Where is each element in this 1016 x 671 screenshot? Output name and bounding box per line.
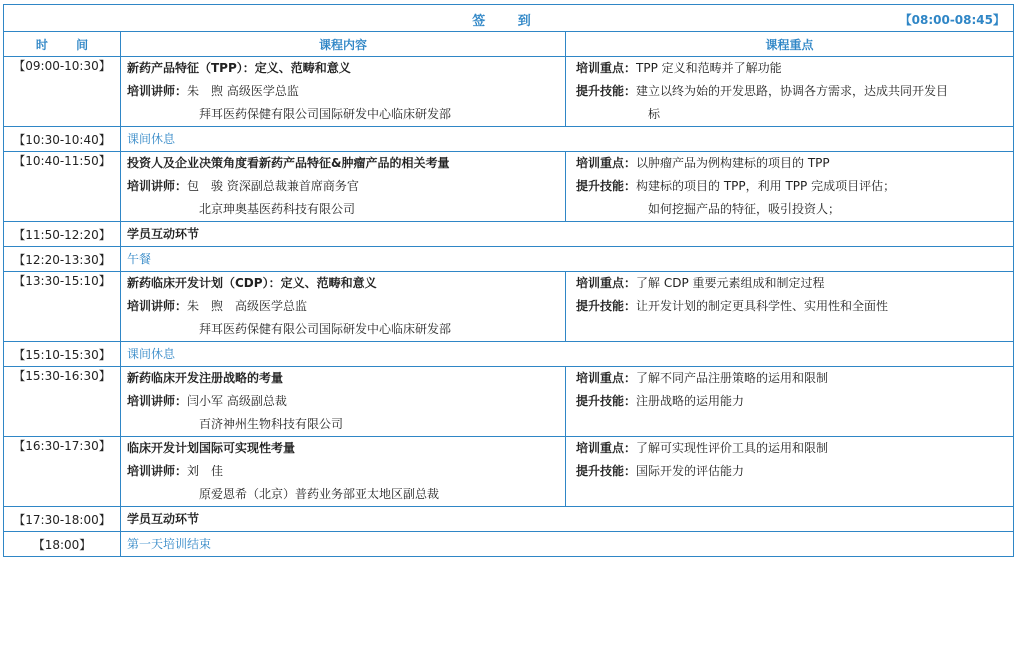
header-content: 课程内容 [121,32,566,57]
focus-label: 培训重点： [576,276,637,290]
skill-label: 提升技能： [576,84,637,98]
skill-label: 提升技能： [576,464,637,478]
header-focus: 课程重点 [566,32,1014,57]
trainer-org: 原爱恩希（北京）普药业务部亚太地区副总裁 [199,487,440,501]
session-row [4,222,1014,247]
session-title: 投资人及企业决策角度看新药产品特征&肿瘤产品的相关考量 [127,156,450,170]
trainer-name: 闫小军 高级副总裁 [187,394,287,408]
session-row [4,152,1014,222]
skill-text: 注册战略的运用能力 [636,394,745,408]
session-row [4,367,1014,437]
skill-text: 构建标的项目的 TPP，利用 TPP 完成项目评估； [636,179,896,193]
signin-row [4,5,1014,32]
interaction-text: 学员互动环节 [127,511,200,526]
session-title: 新药产品特征（TPP）：定义、范畴和意义 [127,61,351,75]
signin-title: 签 到 [472,14,545,29]
session-row [4,532,1014,557]
focus-text: 以肿瘤产品为例构建标的项目的 TPP [636,156,830,170]
skill-text-continued: 标 [648,107,661,121]
session-time: 【17:30-18:00】 [4,507,121,532]
trainer-name: 朱 煦 高级医学总监 [187,299,308,313]
session-time: 【16:30-17:30】 [4,437,121,507]
session-time: 【11:50-12:20】 [4,222,121,247]
skill-text: 让开发计划的制定更具科学性、实用性和全面性 [636,299,889,313]
session-time: 【09:00-10:30】 [4,57,121,127]
trainer-name: 刘 佳 [187,464,224,478]
focus-label: 培训重点： [576,156,637,170]
trainer-name: 朱 煦 高级医学总监 [187,84,299,98]
session-time: 【18:00】 [4,532,121,557]
session-row [4,342,1014,367]
schedule-table [3,4,1014,557]
session-row [4,247,1014,272]
interaction-text: 学员互动环节 [127,226,200,241]
trainer-label: 培训讲师： [127,299,188,313]
session-time: 【13:30-15:10】 [4,272,121,342]
session-time: 【12:20-13:30】 [4,247,121,272]
trainer-org: 北京珅奥基医药科技有限公司 [199,202,356,216]
break-text: 课间休息 [127,346,176,361]
skill-text: 国际开发的评估能力 [636,464,745,478]
focus-text: TPP 定义和范畴并了解功能 [636,61,782,75]
trainer-org: 拜耳医药保健有限公司国际研发中心临床研发部 [199,107,452,121]
session-time: 【15:10-15:30】 [4,342,121,367]
focus-label: 培训重点： [576,371,637,385]
end-text: 第一天培训结束 [127,536,212,551]
session-title: 临床开发计划国际可实现性考量 [127,441,296,455]
lunch-text: 午餐 [127,251,152,266]
skill-text: 建立以终为始的开发思路，协调各方需求，达成共同开发目 [636,84,949,98]
session-row [4,127,1014,152]
skill-label: 提升技能： [576,179,637,193]
session-time: 【10:40-11:50】 [4,152,121,222]
trainer-label: 培训讲师： [127,464,188,478]
focus-label: 培训重点： [576,441,637,455]
session-title: 新药临床开发计划（CDP）：定义、范畴和意义 [127,276,377,290]
skill-label: 提升技能： [576,394,637,408]
focus-label: 培训重点： [576,61,637,75]
trainer-org: 拜耳医药保健有限公司国际研发中心临床研发部 [199,322,452,336]
session-row [4,507,1014,532]
focus-text: 了解 CDP 重要元素组成和制定过程 [636,276,825,290]
focus-text: 了解可实现性评价工具的运用和限制 [636,441,829,455]
session-row [4,437,1014,507]
trainer-org: 百济神州生物科技有限公司 [199,417,344,431]
session-time: 【10:30-10:40】 [4,127,121,152]
break-text: 课间休息 [127,131,176,146]
trainer-label: 培训讲师： [127,179,188,193]
header-row [4,32,1014,57]
skill-text-continued: 如何挖掘产品的特征，吸引投资人； [648,202,841,216]
session-title: 新药临床开发注册战略的考量 [127,371,284,385]
header-time: 时 间 [35,37,101,52]
session-row [4,57,1014,127]
session-row [4,272,1014,342]
skill-label: 提升技能： [576,299,637,313]
session-time: 【15:30-16:30】 [4,367,121,437]
trainer-label: 培训讲师： [127,394,188,408]
trainer-name: 包 骏 资深副总裁兼首席商务官 [187,179,359,193]
trainer-label: 培训讲师： [127,84,188,98]
focus-text: 了解不同产品注册策略的运用和限制 [636,371,829,385]
signin-time: 【08:00-08:45】 [899,13,1006,27]
